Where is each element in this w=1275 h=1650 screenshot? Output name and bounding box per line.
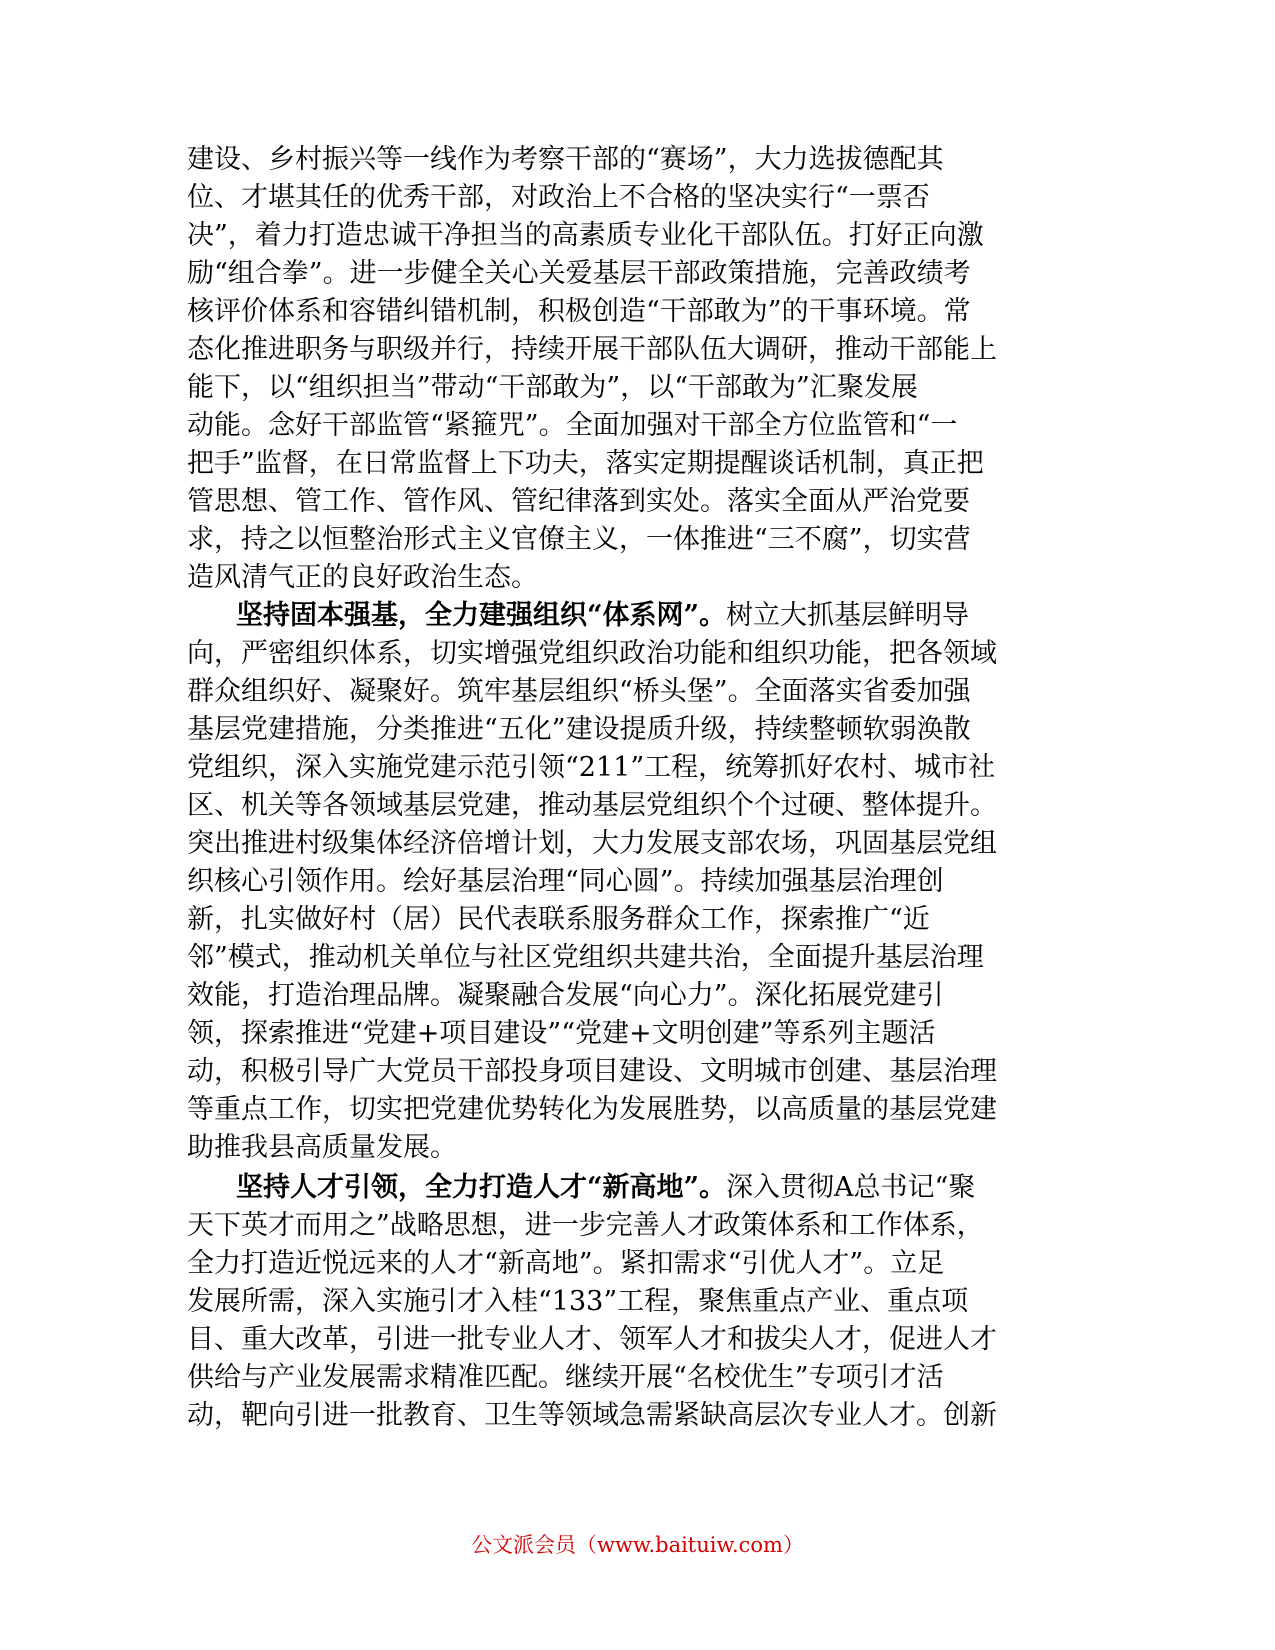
text-line: 态化推进职务与职级并行，持续开展干部队伍大调研，推动干部能上 — [187, 334, 997, 365]
text-line: 位、才堪其任的优秀干部，对政治上不合格的坚决实行“一票否 — [187, 182, 930, 213]
text-line: 等重点工作，切实把党建优势转化为发展胜势，以高质量的基层党建 — [187, 1094, 997, 1125]
text-line: 领，探索推进“党建+项目建设”“党建+文明创建”等系列主题活 — [187, 1018, 936, 1049]
text-line: 突出推进村级集体经济倍增计划，大力发展支部农场，巩固基层党组 — [187, 828, 997, 859]
heading-continuation: 树立大抓基层鲜明导 — [726, 600, 970, 631]
text-line: 全力打造近悦远来的人才“新高地”。紧扣需求“引优人才”。立足 — [187, 1248, 945, 1279]
text-line: 效能，打造治理品牌。凝聚融合发展“向心力”。深化拓展党建引 — [187, 980, 944, 1011]
text-line: 目、重大改革，引进一批专业人才、领军人才和拔尖人才，促进人才 — [187, 1324, 997, 1355]
paragraph-3 — [187, 1169, 1087, 1435]
text-line: 供给与产业发展需求精准匹配。继续开展“名校优生”专项引才活 — [187, 1362, 944, 1393]
text-line: 能下，以“组织担当”带动“干部敢为”，以“干部敢为”汇聚发展 — [187, 372, 918, 403]
text-line: 党组织，深入实施党建示范引领“211”工程，统筹抓好农村、城市社 — [187, 752, 996, 783]
text-line: 天下英才而用之”战略思想，进一步完善人才政策体系和工作体系， — [187, 1210, 984, 1241]
text-line: 把手”监督，在日常监督上下功夫，落实定期提醒谈话机制，真正把 — [187, 448, 984, 479]
text-line: 织核心引领作用。绘好基层治理“同心圆”。持续加强基层治理创 — [187, 866, 944, 897]
text-line: 动能。念好干部监管“紧箍咒”。全面加强对干部全方位监管和“一 — [187, 410, 958, 441]
text-line: 向，严密组织体系，切实增强党组织政治功能和组织功能，把各领域 — [187, 638, 997, 669]
paragraph-first-line — [187, 1169, 1087, 1207]
paragraph-1 — [187, 141, 1087, 597]
text-line: 决”，着力打造忠诚干净担当的高素质专业化干部队伍。打好正向激 — [187, 220, 984, 251]
footer-watermark: 公文派会员（www.baituiw.com） — [471, 1533, 804, 1557]
paragraph-first-line — [187, 597, 1087, 635]
text-line: 动，靶向引进一批教育、卫生等领域急需紧缺高层次专业人才。创新 — [187, 1400, 997, 1431]
text-line: 造风清气正的良好政治生态。 — [187, 562, 538, 593]
text-line: 邻”模式，推动机关单位与社区党组织共建共治，全面提升基层治理 — [187, 942, 984, 973]
text-line: 助推我县高质量发展。 — [187, 1132, 457, 1163]
text-line: 基层党建措施，分类推进“五化”建设提质升级，持续整顿软弱涣散 — [187, 714, 971, 745]
text-line: 励“组合拳”。进一步健全关心关爱基层干部政策措施，完善政绩考 — [187, 258, 971, 289]
text-line: 发展所需，深入实施引才入桂“133”工程，聚焦重点产业、重点项 — [187, 1286, 969, 1317]
section-heading: 坚持人才引领，全力打造人才“新高地”。 — [236, 1172, 727, 1203]
heading-continuation: 深入贯彻A总书记“聚 — [726, 1172, 976, 1203]
text-line: 动，积极引导广大党员干部投身项目建设、文明城市创建、基层治理 — [187, 1056, 997, 1087]
text-line: 建设、乡村振兴等一线作为考察干部的“赛场”，大力选拔德配其 — [187, 144, 944, 175]
text-line: 求，持之以恒整治形式主义官僚主义，一体推进“三不腐”，切实营 — [187, 524, 971, 555]
text-line: 管思想、管工作、管作风、管纪律落到实处。落实全面从严治党要 — [187, 486, 970, 517]
text-line: 群众组织好、凝聚好。筑牢基层组织“桥头堡”。全面落实省委加强 — [187, 676, 971, 707]
text-line: 核评价体系和容错纠错机制，积极创造“干部敢为”的干事环境。常 — [187, 296, 971, 327]
paragraph-2 — [187, 597, 1087, 1167]
text-line: 新，扎实做好村（居）民代表联系服务群众工作，探索推广“近 — [187, 904, 930, 935]
section-heading: 坚持固本强基，全力建强组织“体系网”。 — [236, 600, 727, 631]
text-line: 区、机关等各领域基层党建，推动基层党组织个个过硬、整体提升。 — [187, 790, 997, 821]
